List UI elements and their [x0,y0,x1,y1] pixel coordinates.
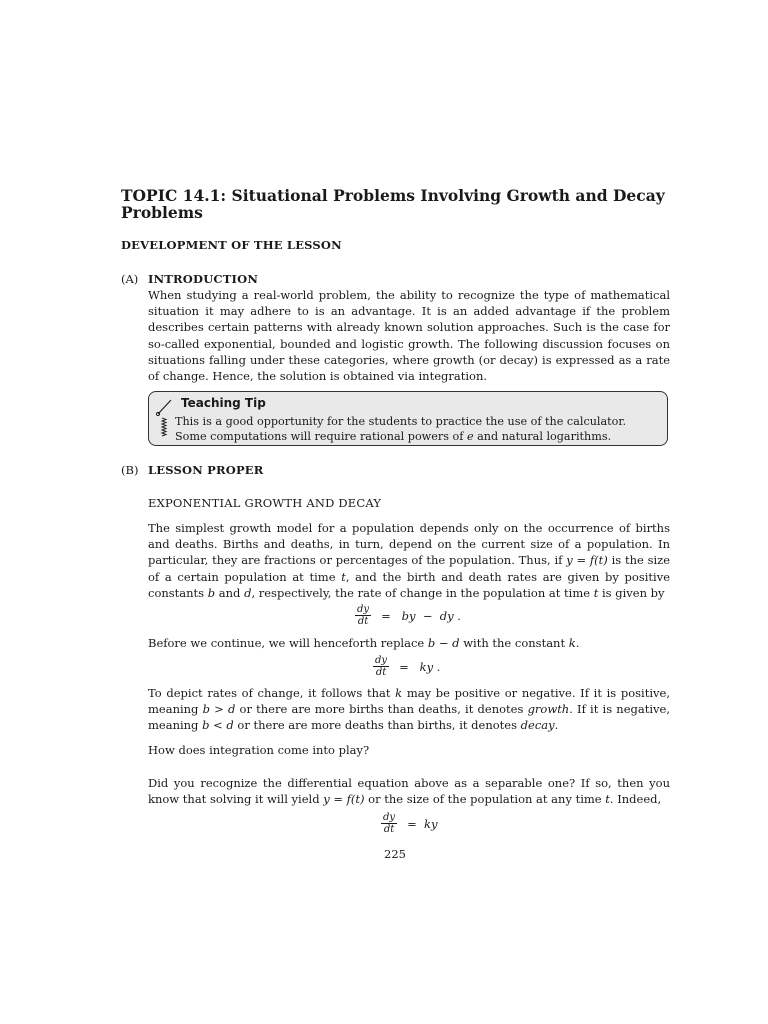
lesson-paragraph-2: Before we continue, we will henceforth replace b − d with the constant k. [148,636,580,650]
equation-1: $\frac{dy}{dt}$ = by − dy . [357,604,461,627]
development-heading: DEVELOPMENT OF THE LESSON [121,238,342,252]
lesson-heading: LESSON PROPER [148,463,264,477]
teaching-tip-text [175,414,660,444]
equation-3: $\frac{dy}{dt}$ = ky [383,812,438,835]
lesson-marker: (B) [121,463,139,477]
page-number: 225 [384,847,406,861]
lesson-paragraph-3: To depict rates of change, it follows that k may be positive or negative. If it is positive, meaning b > d or there are more births than deaths, it denotes growth. If it is negative, meaning b < d or there are more deaths than births, it denotes decay. [148,686,670,733]
intro-paragraph: When studying a real-world problem, the ability to recognize the type of mathematical situation it may adhere to is an advantage. It is an added advantage if the problem describes certain patterns with already known solution approaches. Such is the case for so-called exponential, bounded and logistic growth. The following discussion focuses on situations falling under these categories, where growth (or decay) is expressed as a rate of change. Hence, the solution is obtained via integration. [148,288,670,384]
teaching-tip-line1: This is a good opportunity for the students to practice the use of the calculator. [175,415,627,428]
pencil-icon [153,396,177,442]
equation-2: $\frac{dy}{dt}$ = ky . [375,655,441,678]
teaching-tip-line2: Some computations will require rational powers of e and natural logarithms. [175,430,612,443]
lesson-paragraph-1: The simplest growth model for a population depends only on the occurrence of births and deaths. Births and deaths, in turn, depend on the current size of a population. In particular, they are fractions or percentages of the population. Thus, if y = f(t) is the size of a certain population at time t, and the birth and death rates are given by positive constants b and d, respectively, the rate of change in the population at time t is given by [148,521,671,600]
teaching-tip-box [148,391,668,446]
topic-title: TOPIC 14.1: Situational Problems Involving Growth and Decay Problems [121,186,665,222]
intro-marker: (A) [121,272,139,286]
lesson-paragraph-4: How does integration come into play? [148,743,370,757]
intro-heading: INTRODUCTION [148,272,259,286]
teaching-tip-title: Teaching Tip [181,396,266,410]
lesson-paragraph-5: Did you recognize the differential equation above as a separable one? If so, then you know that solving it will yield y = f(t) or the size of the population at any time t. Indeed, [148,776,670,807]
exponential-subheading: EXPONENTIAL GROWTH AND DECAY [148,496,382,510]
